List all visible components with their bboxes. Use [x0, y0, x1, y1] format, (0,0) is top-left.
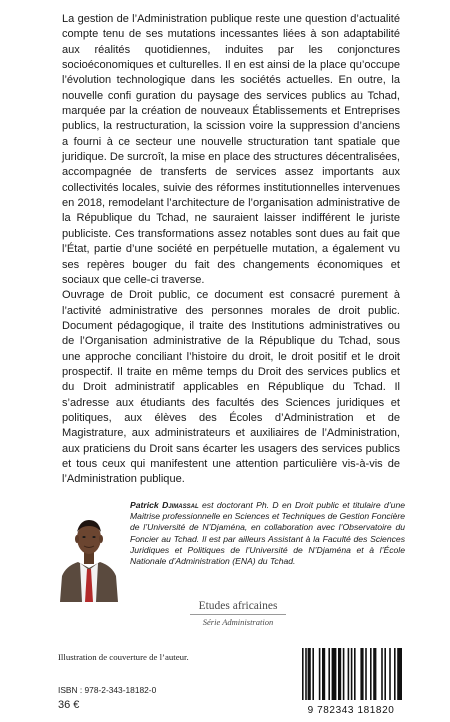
- barcode-bar: [365, 648, 367, 700]
- barcode-bar: [389, 648, 391, 700]
- barcode-bar: [332, 648, 337, 700]
- author-bio: [130, 500, 405, 567]
- body-paragraph-2: Ouvrage de Droit public, ce document est consacré purement à l’activité administrative des personnes morales de droit public. Document pédagogique, il traite des Institutions administratives ou de l’Organisation administrative de la République du Tchad, sous une approche conciliant l’histoire du droit, le droit positif et le droit prospectif. Il traite en même temps du Droit des services publics et du Droit administratif applicables en République du Tchad. Il s’adresse aux étudiants des facultés des Sciences juridiques et politiques, aux élèves des Écoles d’Administration et de Magistrature, aux administrateurs et auxiliaires de l’Administration, aux praticiens du Droit sans écarter les usagers des services publics et tous ceux qui manifestent une attention particulière vis-à-vis de l’Administration publique.: [62, 289, 400, 486]
- author-first-name: Patrick: [130, 500, 159, 510]
- barcode-bar: [319, 648, 321, 700]
- barcode-bar: [351, 648, 353, 700]
- author-last-name: Djimassal: [162, 500, 199, 510]
- barcode-bar: [312, 648, 314, 700]
- barcode-bar: [384, 648, 386, 700]
- barcode-bar: [343, 648, 345, 700]
- barcode-bar: [360, 648, 363, 700]
- series-logo: [190, 599, 286, 627]
- series-name: Etudes africaines: [198, 600, 278, 612]
- barcode: [296, 646, 406, 716]
- barcode-bar: [381, 648, 383, 700]
- barcode-bar: [354, 648, 356, 700]
- barcode-bar: [328, 648, 330, 700]
- barcode-bar: [302, 648, 304, 700]
- barcode-bar: [394, 648, 396, 700]
- cover-credit: Illustration de couverture de l’auteur.: [58, 652, 189, 662]
- barcode-bar: [397, 648, 402, 700]
- barcode-bar: [308, 648, 311, 700]
- author-photo: [58, 506, 120, 602]
- barcode-bar: [348, 648, 350, 700]
- isbn: ISBN : 978-2-343-18182-0: [58, 685, 157, 695]
- barcode-digits: 9 782343 181820: [307, 705, 395, 716]
- barcode-bar: [322, 648, 325, 700]
- series-divider: [190, 614, 286, 615]
- author-bio-text: est doctorant Ph. D en Droit public et titulaire d’une Maitrise professionnelle en Sciences et Techniques de Gestion Foncière de l’Université de N’Djaména, en collaboration avec l’Observatoire du Foncier au Tchad. Il est par ailleurs Assistant à la Faculté des Sciences Juridiques et Politiques de l’Université de N’Djaména et à l’École Nationale d’Administration (ENA) du Tchad.: [130, 500, 406, 567]
- body-paragraph-1: La gestion de l’Administration publique reste une question d’actualité compte tenu de ses mutations incessantes liées à son adaptabilité aux réalités quotidiennes, induites par les conjonctures socioéconomiques et culturelles. Il en est ainsi de la place qu’occupe l’évolution technologique dans les sociétés actuelles. En outre, la nouvelle confi guration du paysage des services publics au Tchad, marquée par la création de nouveaux Établissements et Entreprises publics, la restructuration, la scission voire la suppression d’anciens a fourni à ce secteur une nouvelle structuration tant spatiale que juridique. De surcroît, la mise en place des structures décentralisées, accompagnée de transferts de services assez importants aux collectivités locales, suivie des réformes institutionnelles intervenues en 2018, remodelant l’architecture de l’organisation administrative de la République du Tchad, ne sauraient laisser indifférent le juriste publiciste. Ces transformations assez notables sont dues au fait que l’État, partie d’une société en perpétuelle mutation, a également vu ses repères bouger du fait des changements économiques et sociaux que celle-ci traverse.: [62, 13, 400, 286]
- barcode-bar: [338, 648, 341, 700]
- back-cover-body: [62, 12, 400, 488]
- price: 36 €: [58, 699, 80, 711]
- barcode-bar: [370, 648, 372, 700]
- barcode-bars: [296, 646, 406, 704]
- barcode-bar: [373, 648, 376, 700]
- barcode-bar: [305, 648, 307, 700]
- series-subseries: Série Administration: [202, 617, 274, 627]
